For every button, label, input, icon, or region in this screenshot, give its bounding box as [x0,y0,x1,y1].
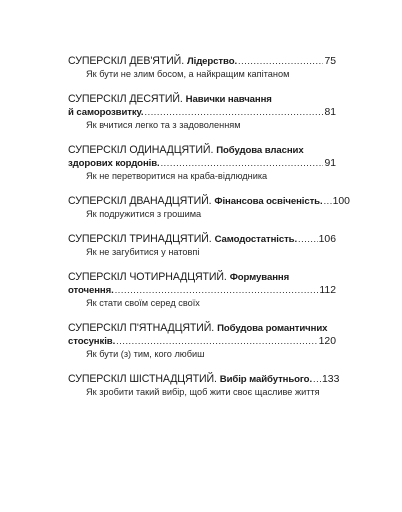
toc-entry-title [68,55,336,68]
toc-entry-topic-continued: здорових кордонів. [68,158,160,169]
toc-entry-topic: Фінансова освіченість. [214,196,323,207]
toc-page-number[interactable]: 106 [318,234,336,245]
toc-entry-title [68,144,336,170]
toc-entry-heading: СУПЕРСКІЛ ДВАНАДЦЯТИЙ. [68,195,212,207]
dot-leader [115,284,319,297]
toc-entry-topic-continued: й саморозвитку. [68,107,144,118]
toc-entry-title [68,195,350,208]
toc-entry-title [68,93,336,119]
dot-leader [238,55,323,68]
dot-leader [313,373,321,386]
toc-entry-topic: Лідерство. [187,56,238,67]
toc-entry[interactable] [68,55,336,80]
toc-page-number[interactable]: 91 [324,158,336,169]
toc-entry-heading: СУПЕРСКІЛ ШІСТНАДЦЯТИЙ. [68,373,217,385]
table-of-contents [68,55,350,411]
toc-entry-topic-continued: оточення. [68,285,114,296]
toc-entry-subtitle: Як не загубитися у натовпі [86,247,200,257]
toc-entry[interactable] [68,373,340,398]
toc-entry-subtitle: Як стати своїм серед своїх [86,298,200,308]
toc-page-number[interactable]: 112 [319,285,336,296]
toc-entry-topic: Навички навчання [185,94,272,105]
toc-entry-topic: Формування [229,272,290,283]
toc-entry[interactable] [68,195,350,220]
toc-entry-heading: СУПЕРСКІЛ ТРИНАДЦЯТИЙ. [68,233,212,245]
toc-entry-subtitle: Як не перетворитися на краба-відлюдника [86,171,268,181]
toc-entry-topic: Самодостатність. [214,234,298,245]
toc-entry-title [68,373,340,386]
toc-entry-topic: Вибір майбутнього. [219,374,313,385]
toc-entry-subtitle: Як бути (з) тим, кого любиш [86,349,205,359]
toc-entry-heading: СУПЕРСКІЛ ДЕСЯТИЙ. [68,93,183,105]
toc-entry-topic-continued: стосунків. [68,336,116,347]
dot-leader [161,157,324,170]
toc-entry-heading: СУПЕРСКІЛ ОДИНАДЦЯТИЙ. [68,144,214,156]
toc-page-number[interactable]: 75 [324,56,336,67]
toc-page-number[interactable]: 120 [318,336,336,347]
dot-leader [145,106,324,119]
toc-entry[interactable] [68,322,336,360]
toc-entry[interactable] [68,271,336,309]
dot-leader [324,195,332,208]
toc-entry[interactable] [68,93,336,131]
toc-entry-topic: Побудова романтичних [217,323,328,334]
toc-page-number[interactable]: 81 [324,107,336,118]
toc-entry-heading: СУПЕРСКІЛ ЧОТИРНАДЦЯТИЙ. [68,271,227,283]
toc-entry-subtitle: Як зробити такий вибір, щоб жити своє щасливе життя [86,387,320,397]
toc-entry-title [68,233,336,246]
toc-entry[interactable] [68,144,336,182]
toc-entry-heading: СУПЕРСКІЛ П'ЯТНАДЦЯТИЙ. [68,322,215,334]
toc-entry-topic: Побудова власних [216,145,304,156]
toc-entry[interactable] [68,233,336,258]
toc-page-number[interactable]: 133 [322,374,340,385]
toc-entry-subtitle: Як бути не злим босом, а найкращим капітаном [86,69,290,79]
toc-entry-title [68,271,336,297]
dot-leader [298,233,318,246]
toc-entry-subtitle: Як вчитися легко та з задоволенням [86,120,241,130]
toc-entry-heading: СУПЕРСКІЛ ДЕВ'ЯТИЙ. [68,55,185,67]
toc-entry-subtitle: Як подружитися з грошима [86,209,202,219]
toc-entry-title [68,322,336,348]
dot-leader [116,335,318,348]
toc-page-number[interactable]: 100 [332,196,350,207]
